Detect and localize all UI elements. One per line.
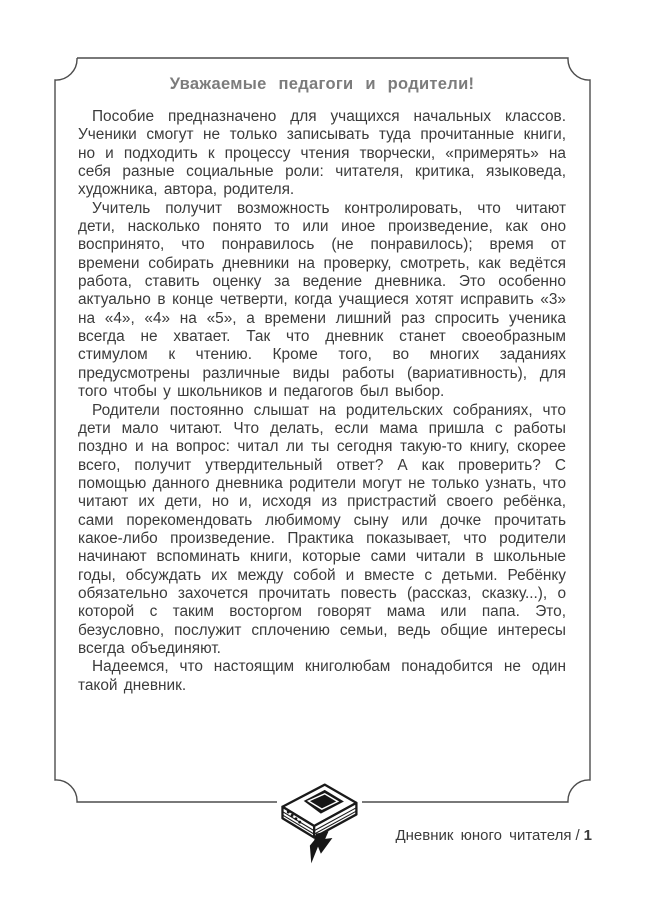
book-icon: [270, 777, 366, 873]
body-text: [78, 108, 566, 695]
footer-page-number: 1: [583, 827, 592, 844]
footer-book-title: Дневник юного читателя: [395, 827, 572, 844]
paragraph-parents: Родители постоянно слышат на родительских собраниях, что дети мало читают. Что делать, если мама пришла с работы поздно и на вопрос: читал ли ты сегодня такую-то книгу, скорее всего, получит утвердительный ответ? А как проверить? С помощью данного дневника родители могут не только узнать, что читают их дети, но и, исходя из пристрастий своего ребёнка, сами порекомендовать любимому сыну или дочке прочитать какое-либо произведение. Практика показывает, что родители начинают вспоминать книги, которые сами читали в школьные годы, обсуждать их между собой и вместе с детьми. Ребёнку обязательно захочется прочитать повесть (рассказ, сказку...), о которой с таким восторгом говорят мама или папа. Это, безусловно, послужит сплочению семьи, ведь общие интересы всегда объединяют.: [78, 401, 566, 657]
page-content: [78, 74, 566, 695]
footer-separator: /: [575, 827, 580, 844]
page-title: Уважаемые педагоги и родители!: [169, 75, 475, 93]
footer-caption: [395, 826, 592, 845]
paragraph-intro: Пособие предназначено для учащихся начальных классов. Ученики смогут не только записывать туда прочитанные книги, но и подходить к процессу чтения творчески, «примерять» на себя разные социальные роли: читателя, критика, языковеда, художника, автора, родителя.: [78, 108, 566, 199]
paragraph-closing: Надеемся, что настоящим книголюбам понадобится не один такой дневник.: [78, 658, 566, 694]
paragraph-teacher: Учитель получит возможность контролировать, что читают дети, насколько понято то или иное произведение, как оно воспринято, что понравилось (не понравилось); время от времени собирать дневники на проверку, смотреть, как ведётся работа, ставить оценку за ведение дневника. Это особенно актуально в конце четверти, когда учащиеся хотят исправить «3» на «4», «4» на «5», а времени лишний раз спросить ученика всегда не хватает. Так что дневник станет своеобразным стимулом к чтению. Кроме того, во многих заданиях предусмотрены различные виды работы (вариативность), для того чтобы у школьников и педагогов был выбор.: [78, 199, 566, 401]
